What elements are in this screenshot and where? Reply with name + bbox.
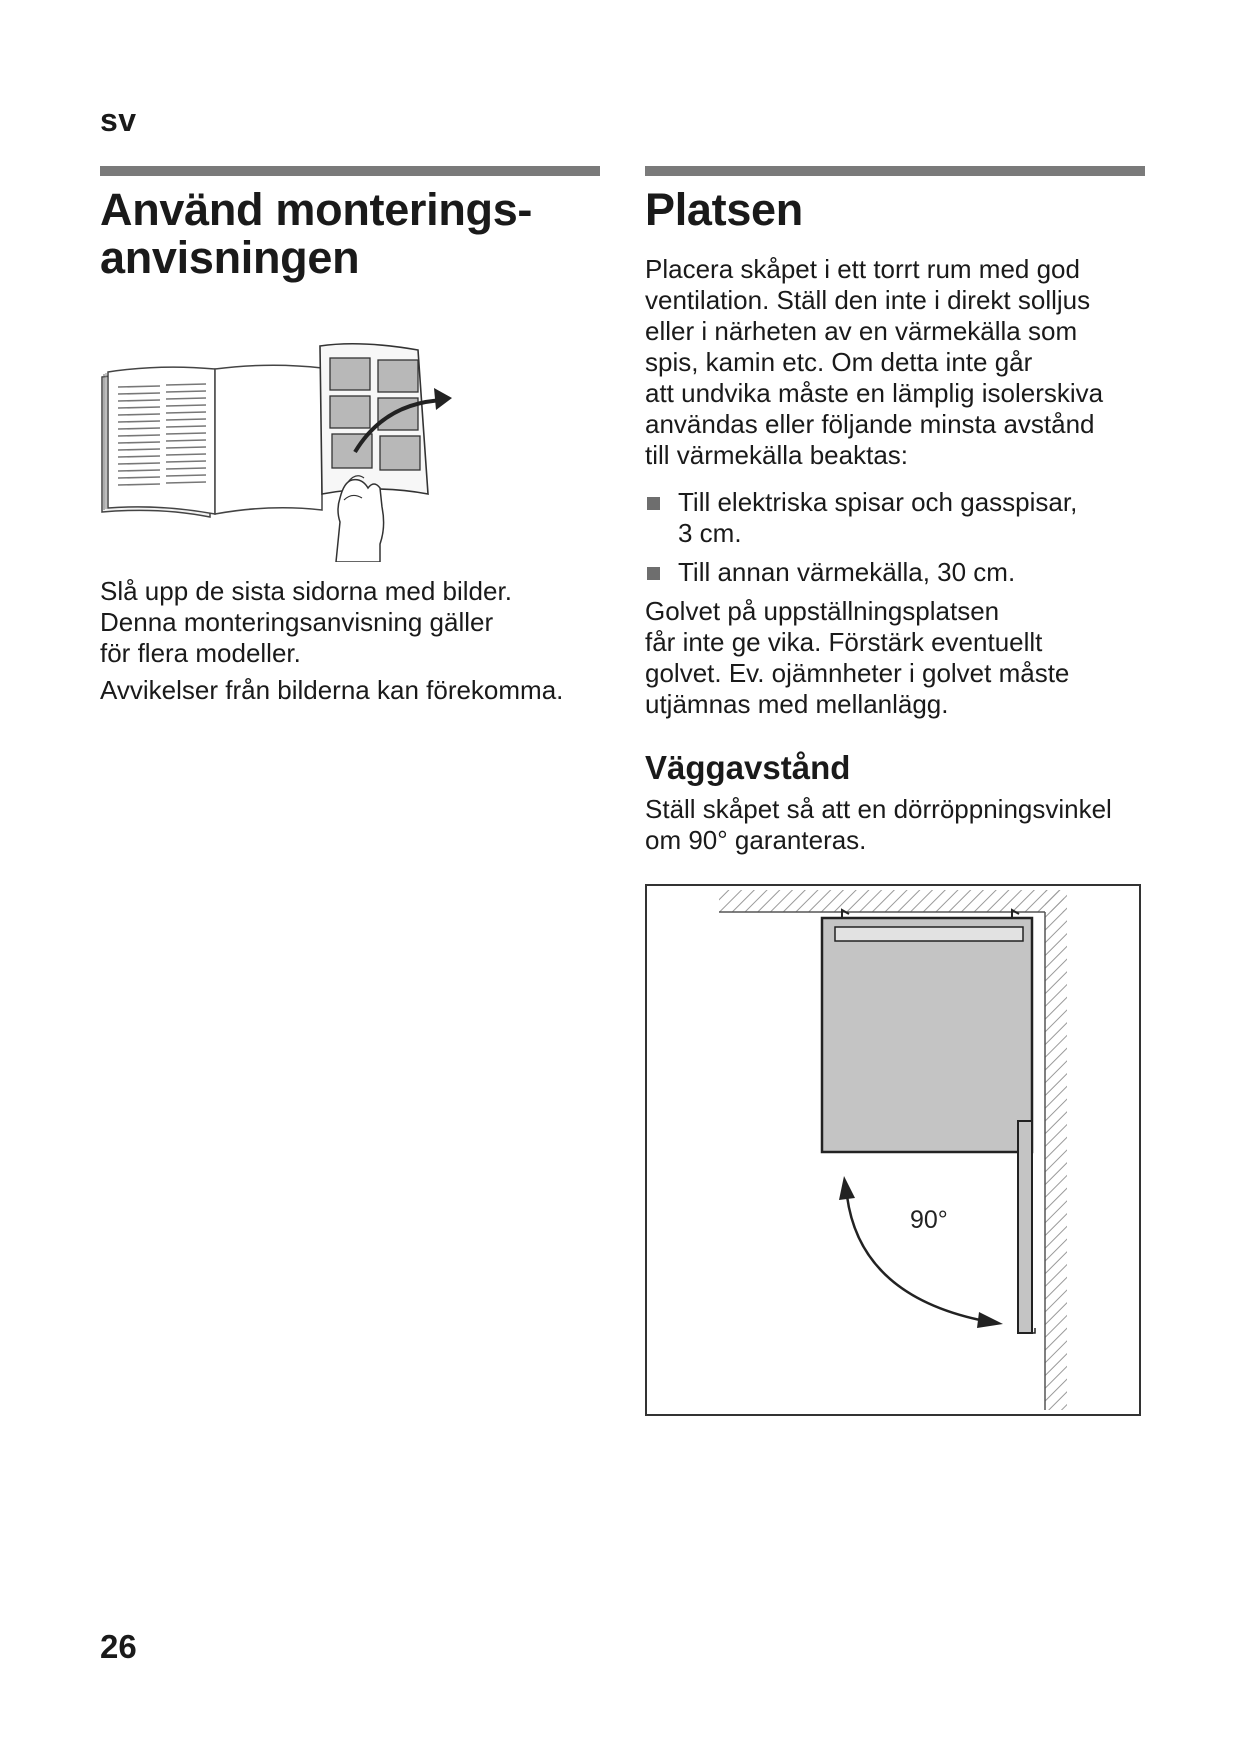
wall-paragraph — [645, 794, 1145, 856]
text-line: spis, kamin etc. Om detta inte går — [645, 347, 1033, 377]
paragraph — [100, 576, 600, 669]
text-line: Placera skåpet i ett torrt rum med god — [645, 254, 1080, 284]
text-line: Till elektriska spisar och gasspisar, — [678, 487, 1078, 517]
intro-paragraph — [645, 254, 1145, 471]
text-line: att undvika måste en lämplig isolerskiva — [645, 378, 1104, 408]
text-line: utjämnas med mellanlägg. — [645, 689, 949, 719]
floor-paragraph — [645, 596, 1145, 720]
section-divider-right — [645, 166, 1145, 176]
text-line: Slå upp de sista sidorna med bilder. — [100, 576, 512, 606]
left-column — [100, 186, 600, 706]
text-line: golvet. Ev. ojämnheter i golvet måste — [645, 658, 1070, 688]
text-line: 3 cm. — [678, 518, 742, 548]
installation-instructions-title — [100, 186, 600, 282]
right-column — [645, 186, 1145, 1416]
open-manual-icon — [100, 332, 470, 562]
text-line: Avvikelser från bilderna kan förekomma. — [100, 675, 564, 705]
list-item — [645, 487, 1145, 549]
text-line: ventilation. Ställ den inte i direkt solljus — [645, 285, 1091, 315]
text-line: för flera modeller. — [100, 638, 301, 668]
bullet-square-icon — [647, 567, 660, 580]
title-line: Använd monterings- — [100, 184, 533, 235]
text-line: Denna monteringsanvisning gäller — [100, 607, 494, 637]
list-item — [645, 557, 1145, 588]
distance-list — [645, 487, 1145, 588]
text-line: om 90° garanteras. — [645, 825, 867, 855]
language-code: sv — [100, 102, 137, 138]
angle-label: 90° — [910, 1206, 948, 1234]
text-line: Golvet på uppställningsplatsen — [645, 596, 1000, 626]
text-line: Ställ skåpet så att en dörröppningsvinkel — [645, 794, 1112, 824]
text-line: eller i närheten av en värmekälla som — [645, 316, 1078, 346]
text-line: till värmekälla beaktas: — [645, 440, 908, 470]
left-body-text — [100, 576, 600, 706]
text-line: Till annan värmekälla, 30 cm. — [678, 557, 1016, 587]
text-line: får inte ge vika. Förstärk eventuellt — [645, 627, 1043, 657]
location-title: Platsen — [645, 184, 803, 235]
title-line: anvisningen — [100, 232, 360, 283]
door-angle-diagram-icon — [645, 884, 1141, 1416]
paragraph — [100, 675, 600, 706]
page-number: 26 — [100, 1628, 137, 1665]
section-divider-left — [100, 166, 600, 176]
bullet-square-icon — [647, 497, 660, 510]
text-line: användas eller följande minsta avstånd — [645, 409, 1095, 439]
wall-distance-heading: Väggavstånd — [645, 749, 851, 786]
